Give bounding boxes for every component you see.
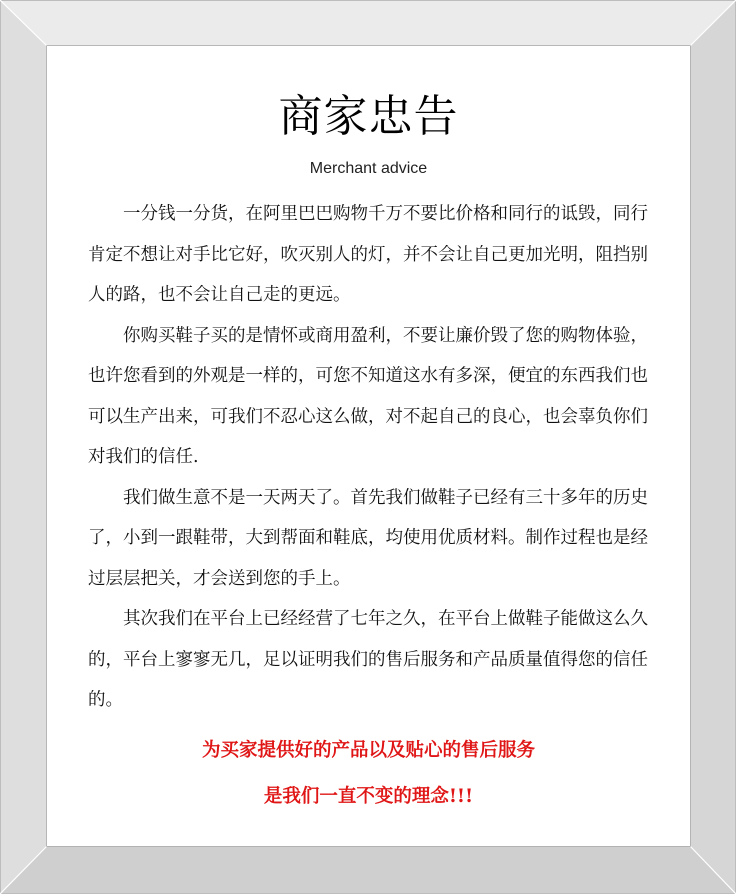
frame-bottom-bevel [0,846,736,894]
slogan-line-2: 是我们一直不变的理念!!! [263,786,474,807]
notice-paper [47,46,690,846]
slogan-line-1: 为买家提供好的产品以及贴心的售后服务 [201,740,535,761]
frame-left-bevel [0,0,47,894]
paragraph-4: 其次我们在平台上已经经营了七年之久，在平台上做鞋子能做这么久的，平台上寥寥无几，足以证明我们的售后服务和产品质量值得您的信任的。 [88,609,648,710]
paragraph-1: 一分钱一分货，在阿里巴巴购物千万不要比价格和同行的诋毁，同行肯定不想让对手比它好，吹灭别人的灯，并不会让自己更加光明，阻挡别人的路，也不会让自己走的更远。 [88,204,648,305]
paragraph-2: 你购买鞋子买的是情怀或商用盈利，不要让廉价毁了您的购物体验，也许您看到的外观是一样的，可您不知道这水有多深，便宜的东西我们也可以生产出来，可我们不忍心这么做，对不起自己的良心，也会辜负你们对我们的信任. [88,325,648,467]
notice-subtitle: Merchant advice [309,160,428,177]
notice-title: 商家忠告 [278,91,459,142]
paragraph-3: 我们做生意不是一天两天了。首先我们做鞋子已经有三十多年的历史了，小到一跟鞋带，大到帮面和鞋底，均使用优质材料。制作过程也是经过层层把关，才会送到您的手上。 [88,487,648,589]
notice-body [88,194,648,721]
frame-top-bevel [0,0,736,46]
frame-right-bevel [690,0,736,894]
